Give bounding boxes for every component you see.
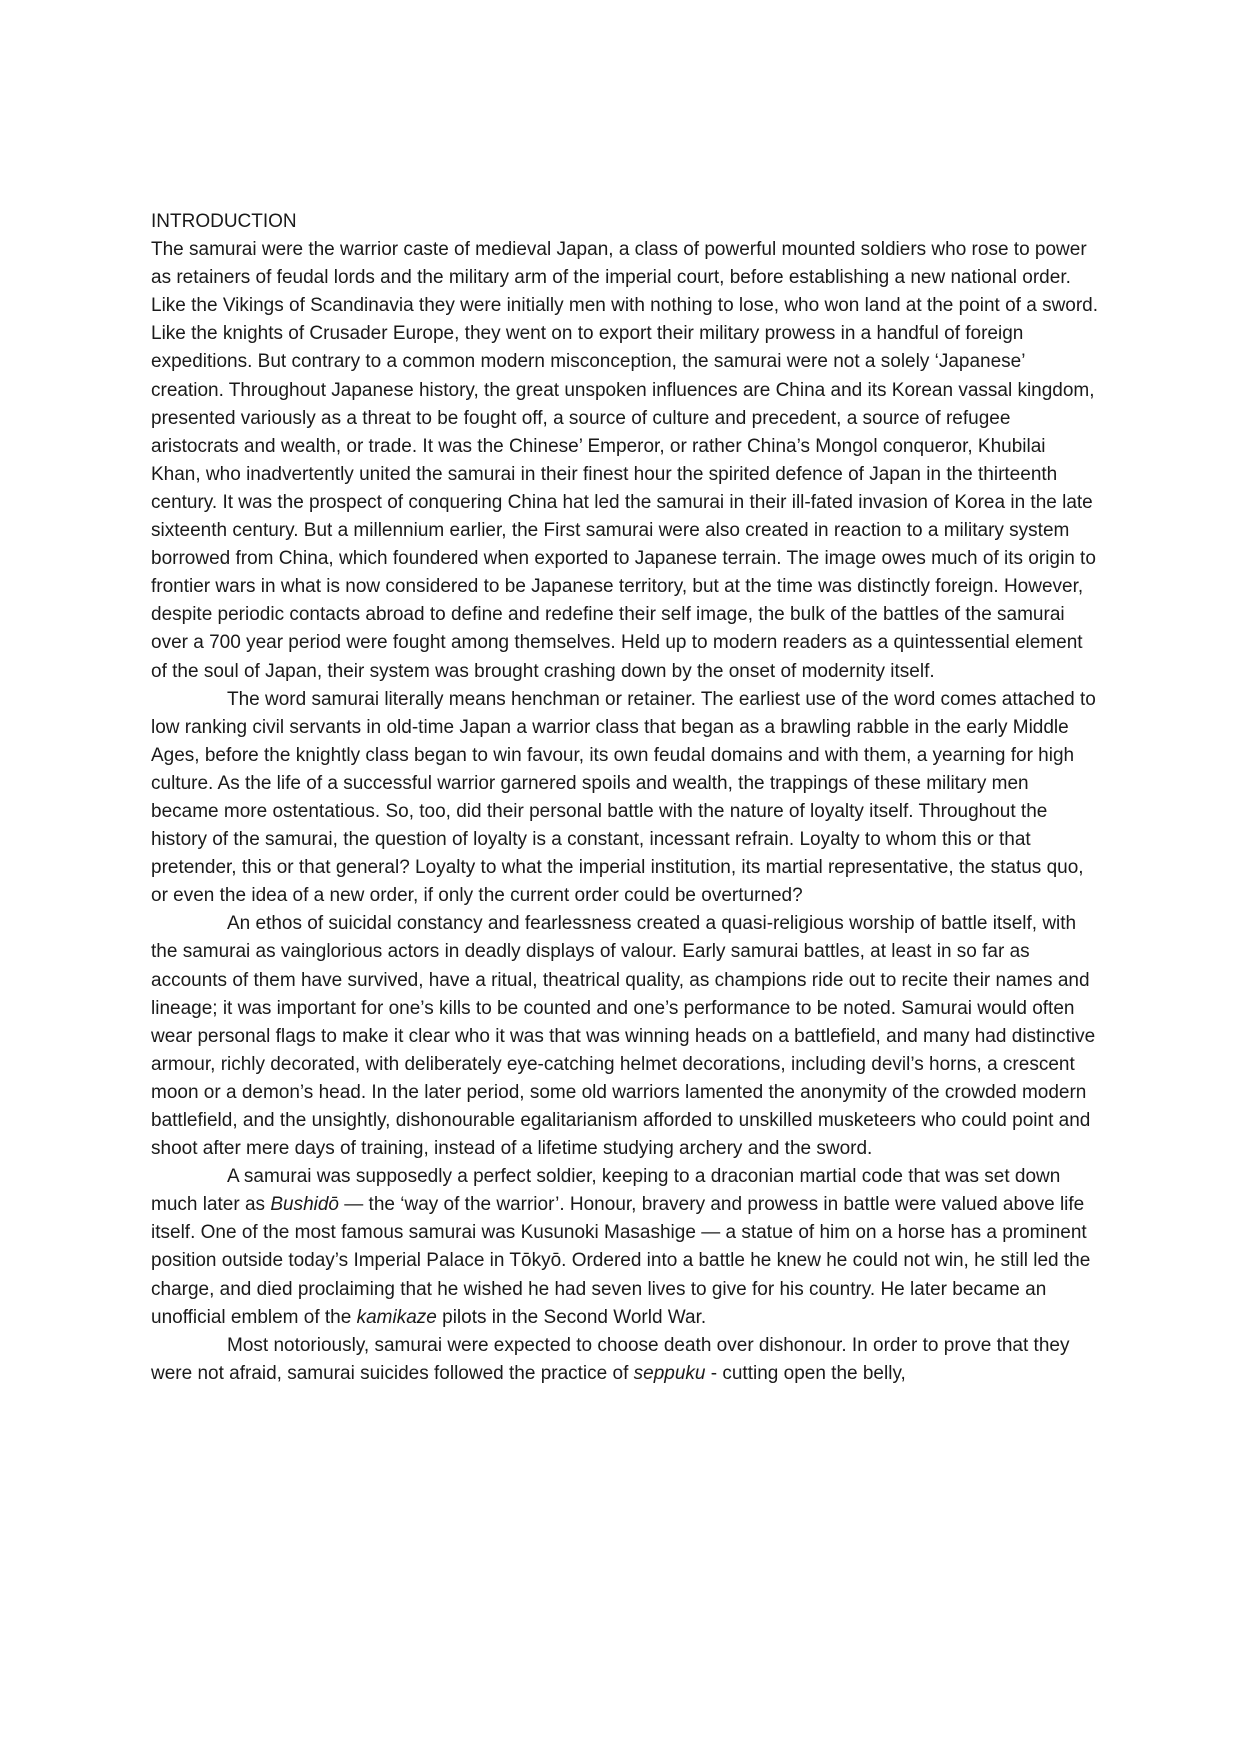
emphasized-term: Bushidō: [270, 1194, 339, 1216]
paragraph-text: - cutting open the belly,: [705, 1362, 906, 1384]
paragraph-text: An ethos of suicidal constancy and fearlessness created a quasi-religious worship of battle itself, with the samurai as vainglorious actors in deadly displays of valour. Early samurai battles, at least in so far as accounts of them have survived, have a ritual, theatrical quality, as champions ride out to recite their names and lineage; it was important for one’s kills to be counted and one’s performance to be noted. Samurai would often wear personal flags to make it clear who it was that was winning heads on a battlefield, and many had distinctive armour, richly decorated, with deliberately eye-catching helmet decorations, including devil’s horns, a crescent moon or a demon’s head. In the later period, some old warriors lamented the anonymity of the crowded modern battlefield, and the unsightly, dishonourable egalitarianism afforded to unskilled musketeers who could point and shoot after mere days of training, instead of a lifetime studying archery and the sword.: [151, 913, 1096, 1160]
paragraph: [151, 1332, 1099, 1388]
paragraph-text: The samurai were the warrior caste of medieval Japan, a class of powerful mounted soldiers who rose to power as retainers of feudal lords and the military arm of the imperial court, before establishing a new national order. Like the Vikings of Scandinavia they were initially men with nothing to lose, who won land at the point of a sword. Like the knights of Crusader Europe, they went on to export their military prowess in a handful of foreign expeditions. But contrary to a common modern misconception, the samurai were not a solely ‘Japanese’ creation. Throughout Japanese history, the great unspoken influences are China and its Korean vassal kingdom, presented variously as a threat to be fought off, a source of culture and precedent, a source of refugee aristocrats and wealth, or trade. It was the Chinese’ Emperor, or rather China’s Mongol conqueror, Khubilai Khan, who inadvertently united the samurai in their finest hour the spirited defence of Japan in the thirteenth century. It was the prospect of conquering China hat led the samurai in their ill-fated invasion of Korea in the late sixteenth century. But a millennium earlier, the First samurai were also created in reaction to a military system borrowed from China, which foundered when exported to Japanese terrain. The image owes much of its origin to frontier wars in what is now considered to be Japanese territory, but at the time was distinctly foreign. However, despite periodic contacts abroad to define and redefine their self image, the bulk of the battles of the samurai over a 700 year period were fought among themselves. Held up to modern readers as a quintessential element of the soul of Japan, their system was brought crashing down by the onset of modernity itself.: [151, 239, 1099, 682]
paragraph: [151, 910, 1099, 1163]
paragraph: [151, 1163, 1099, 1332]
document-body: [151, 208, 1099, 1388]
paragraph: [151, 686, 1099, 911]
emphasized-term: kamikaze: [356, 1306, 437, 1328]
paragraph-text: The word samurai literally means henchman or retainer. The earliest use of the word comes attached to low ranking civil servants in old-time Japan a warrior class that began as a brawling rabble in the early Middle Ages, before the knightly class began to win favour, its own feudal domains and with them, a yearning for high culture. As the life of a successful warrior garnered spoils and wealth, the trappings of these military men became more ostentatious. So, too, did their personal battle with the nature of loyalty itself. Throughout the history of the samurai, the question of loyalty is a constant, incessant refrain. Loyalty to whom this or that pretender, this or that general? Loyalty to what the imperial institution, its martial representative, the status quo, or even the idea of a new order, if only the current order could be overturned?: [151, 688, 1096, 907]
paragraph-text: Most notoriously, samurai were expected to choose death over dishonour. In order to prove that they were not afraid, samurai suicides followed the practice of: [151, 1334, 1070, 1384]
paragraph-text: — the ‘way of the warrior’. Honour, bravery and prowess in battle were valued above life itself. One of the most famous samurai was Kusunoki Masashige — a statue of him on a horse has a prominent position outside today’s Imperial Palace in Tōkyō. Ordered into a battle he knew he could not win, he still led the charge, and died proclaiming that he wished he had seven lives to give for his country. He later became an unofficial emblem of the: [151, 1194, 1091, 1328]
section-heading: INTRODUCTION: [151, 211, 297, 232]
paragraph: [151, 236, 1099, 686]
paragraph-text: pilots in the Second World War.: [436, 1306, 707, 1328]
emphasized-term: seppuku: [633, 1362, 706, 1384]
paragraph-text: A samurai was supposedly a perfect soldier, keeping to a draconian martial code that was set down much later as: [151, 1166, 1061, 1216]
